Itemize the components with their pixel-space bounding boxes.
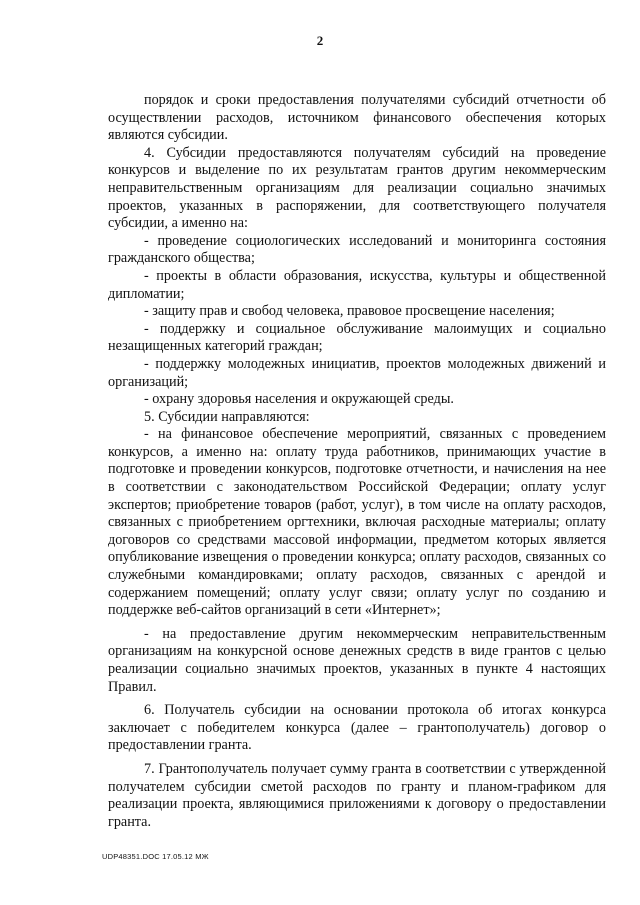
list-item-grants-provision: - на предоставление другим некоммерческим неправительственным организациям на конкурсной основе денежных средств в виде грантов с целью реализации социально значимых проектов, указанных в пункте 4 настоящих Правил. [108,625,606,695]
page-number: 2 [316,33,324,48]
list-item-sociological-research: - проведение социологических исследований и мониторинга состояния гражданского общества; [108,232,606,267]
document-footer-code: UDP48351.DOC 17.05.12 МЖ [102,852,209,861]
list-item-human-rights: - защиту прав и свобод человека, правовое просвещение населения; [144,303,555,320]
paragraph-6: 6. Получатель субсидии на основании протокола об итогах конкурса заключает с победителем конкурса (далее – грантополучатель) договор о предоставлении гранта. [108,702,606,754]
paragraph-7: 7. Грантополучатель получает сумму гранта в соответствии с утвержденной получателем субсидии сметой расходов по гранту и планом-графиком для реализации проекта, являющимися приложениями к договору о предоставлении гранта. [108,760,606,830]
paragraph-reporting-order: порядок и сроки предоставления получателями субсидий отчетности об осуществлении расходов, источником финансового обеспечения которых являются субсидии. [108,92,606,144]
paragraph-5-intro: 5. Субсидии направляются: [144,408,310,425]
list-item-social-support: - поддержку и социальное обслуживание малоимущих и социально незащищенных категорий граждан; [108,320,606,355]
list-item-health-environment: - охрану здоровья населения и окружающей среды. [144,391,454,408]
document-body [108,92,606,831]
list-item-contest-financing: - на финансовое обеспечение мероприятий, связанных с проведением конкурсов, а именно на: оплату труда работников, принимающих участие в подготовке и проведении конкурсов, подготовке отчетности, и начисления на нее в соответствии с законодательством Российской Федерации; оплату услуг экспертов; приобретение товаров (работ, услуг), в том числе на оплату расходов, связанных с приобретением оргтехники, включая расходные материалы; оплату договоров со средствами массовой информации, предметом которых является опубликование извещения о проведении конкурса; оплату расходов, связанных со служебными командировками; оплату расходов, связанных с арендой и содержанием помещений; оплату услуг связи; оплату услуг по созданию и поддержке веб-сайтов организаций в сети «Интернет»; [108,426,606,619]
paragraph-4-intro: 4. Субсидии предоставляются получателям субсидий на проведение конкурсов и выделение по их результатам грантов другим некоммерческим неправительственным организациям для реализации социально значимых проектов, указанных в распоряжении, для соответствующего получателя субсидии, а именно на: [108,144,606,232]
list-item-youth-initiatives: - поддержку молодежных инициатив, проектов молодежных движений и организаций; [108,355,606,390]
list-item-education-culture: - проекты в области образования, искусства, культуры и общественной дипломатии; [108,267,606,302]
